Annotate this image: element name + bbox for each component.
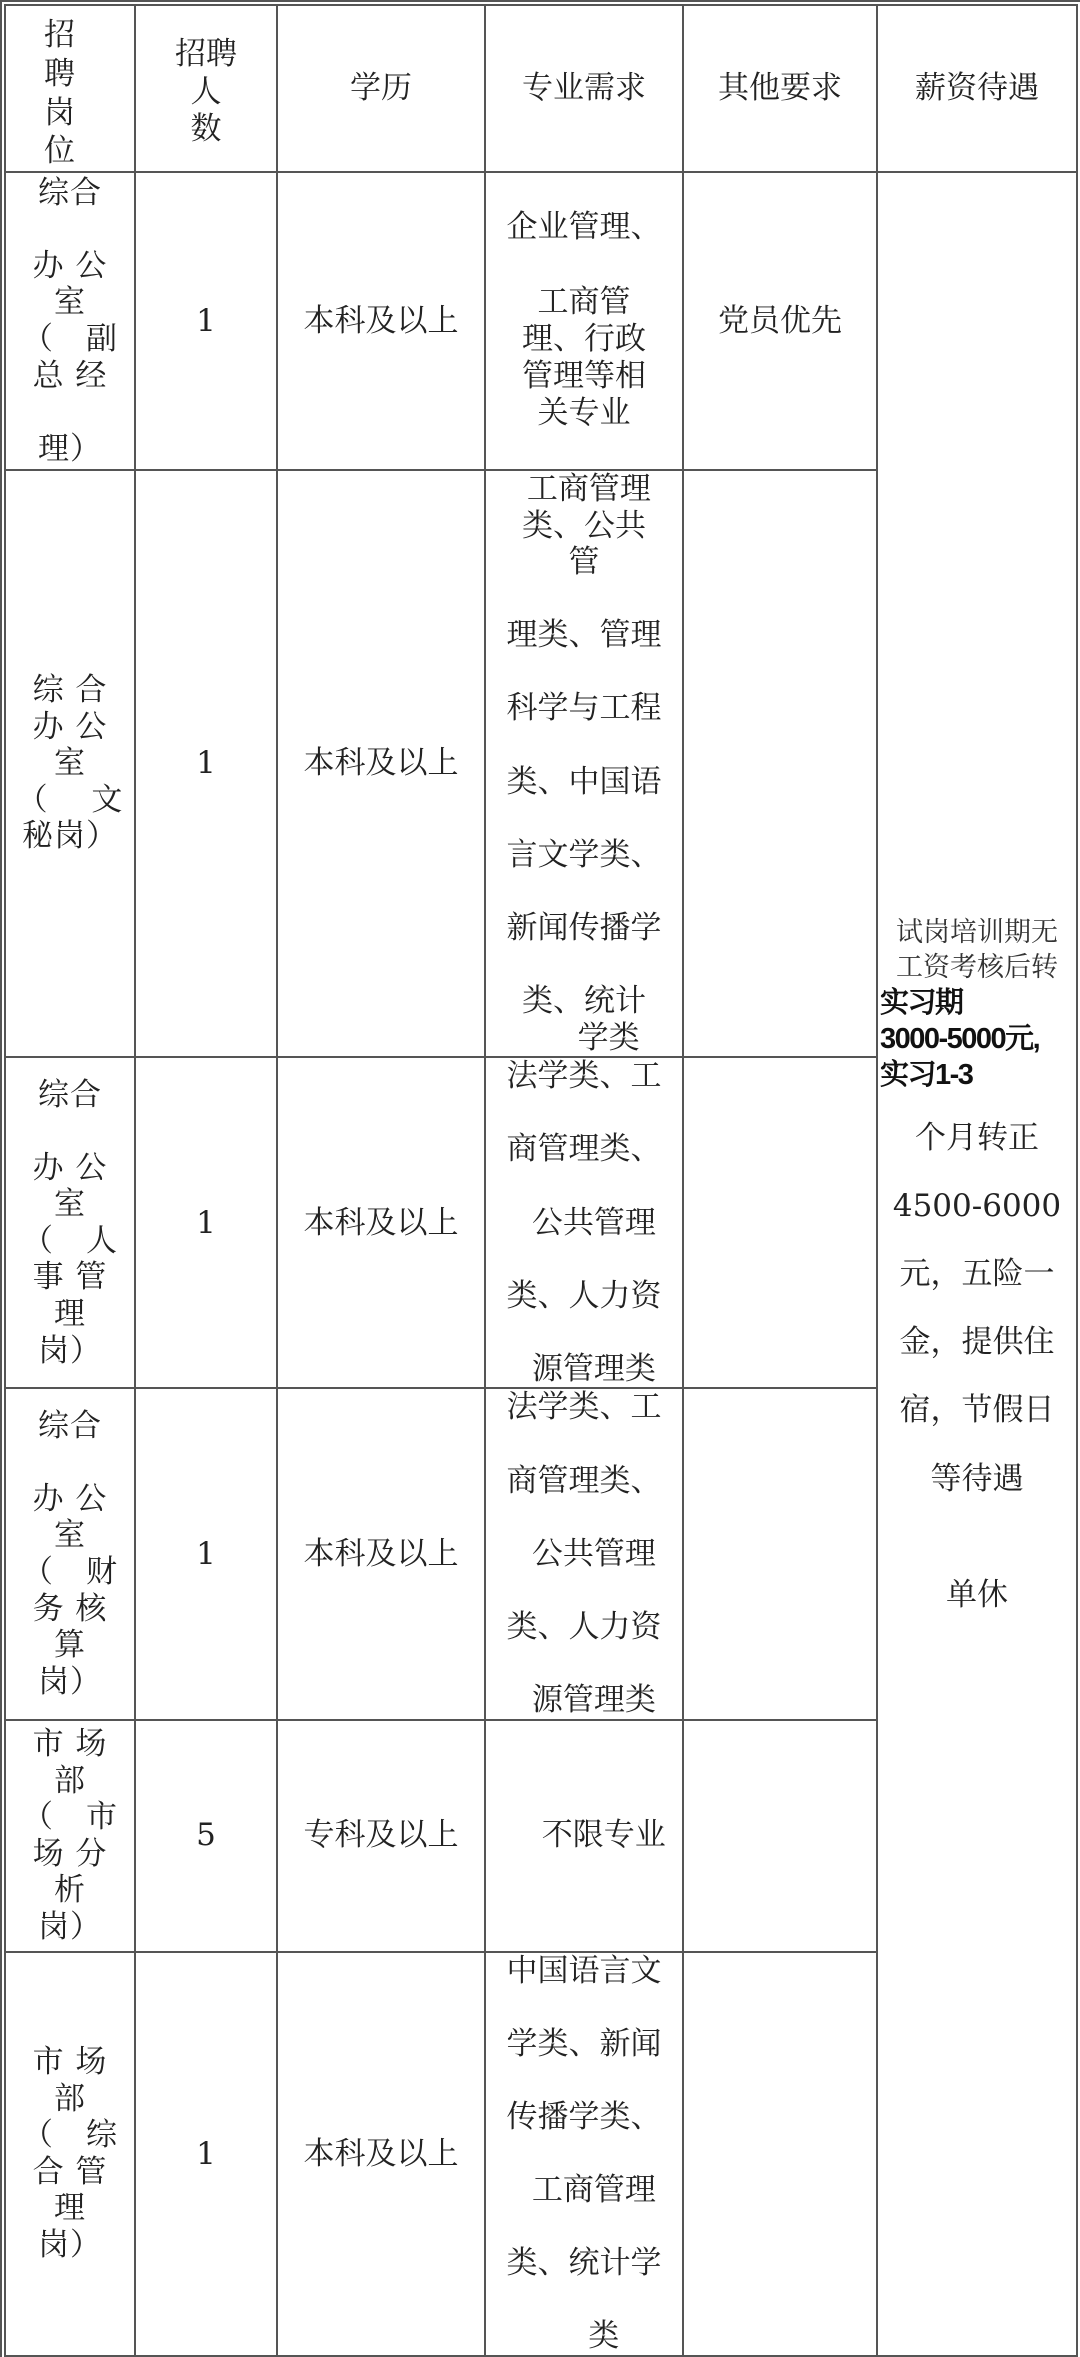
- education-cell: 本科及以上: [277, 1057, 485, 1388]
- major-cell: 法学类、工 商管理类、 公共管理 类、人力资 源管理类: [485, 1388, 683, 1719]
- position-cell: 综合 办 公 室 （ 副 总 经 理）: [5, 172, 135, 470]
- count-cell: 1: [135, 1057, 277, 1388]
- position-cell: 市 场 部 （ 市 场 分 析 岗）: [5, 1720, 135, 1952]
- count-cell: 5: [135, 1720, 277, 1952]
- count-cell: 1: [135, 1952, 277, 2356]
- header-major: 专业需求: [485, 5, 683, 172]
- salary-cell: [877, 172, 1077, 2356]
- header-education: 学历: [277, 5, 485, 172]
- other-cell: [683, 1720, 877, 1952]
- count-cell: 1: [135, 172, 277, 470]
- other-cell: [683, 1057, 877, 1388]
- education-cell: 本科及以上: [277, 1388, 485, 1719]
- table-row: [5, 172, 1077, 470]
- major-cell: 工商管理 类、公共 管 理类、管理 科学与工程 类、中国语 言文学类、 新闻传播学 类、统计 学类: [485, 470, 683, 1057]
- header-position: 招 聘 岗 位: [5, 5, 135, 172]
- other-cell: [683, 1952, 877, 2356]
- major-cell: 中国语言文 学类、新闻 传播学类、 工商管理 类、统计学 类: [485, 1952, 683, 2356]
- recruitment-table: [4, 4, 1078, 2357]
- header-other: 其他要求: [683, 5, 877, 172]
- salary-line-regular: 个月转正 4500-6000 元，五险一 金，提供住 宿，节假日 等待遇: [892, 1119, 1062, 1497]
- header-salary: 薪资待遇: [877, 5, 1077, 172]
- education-cell: 本科及以上: [277, 1952, 485, 2356]
- major-cell: 企业管理、 工商管 理、行政 管理等相 关专业: [485, 172, 683, 470]
- other-cell: 党员优先: [683, 172, 877, 470]
- header-count: 招聘 人 数: [135, 5, 277, 172]
- education-cell: 专科及以上: [277, 1720, 485, 1952]
- count-cell: 1: [135, 470, 277, 1057]
- position-cell: 市 场 部 （ 综 合 管 理 岗）: [5, 1952, 135, 2356]
- other-cell: [683, 1388, 877, 1719]
- position-cell: 综 合 办 公 室 （ 文 秘岗）: [5, 470, 135, 1057]
- major-cell: 不限专业: [485, 1720, 683, 1952]
- position-cell: 综合 办 公 室 （ 财 务 核 算 岗）: [5, 1388, 135, 1719]
- salary-line-trial: 试岗培训期无 工资考核后转: [896, 916, 1058, 983]
- count-cell: 1: [135, 1388, 277, 1719]
- position-cell: 综合 办 公 室 （ 人 事 管 理 岗）: [5, 1057, 135, 1388]
- salary-line-internship: 实习期 3000-5000元, 实习1-3: [880, 986, 1040, 1092]
- salary-line-rest: 单休: [946, 1576, 1008, 1613]
- major-cell: 法学类、工 商管理类、 公共管理 类、人力资 源管理类: [485, 1057, 683, 1388]
- education-cell: 本科及以上: [277, 172, 485, 470]
- education-cell: 本科及以上: [277, 470, 485, 1057]
- other-cell: [683, 470, 877, 1057]
- header-row: [5, 5, 1077, 172]
